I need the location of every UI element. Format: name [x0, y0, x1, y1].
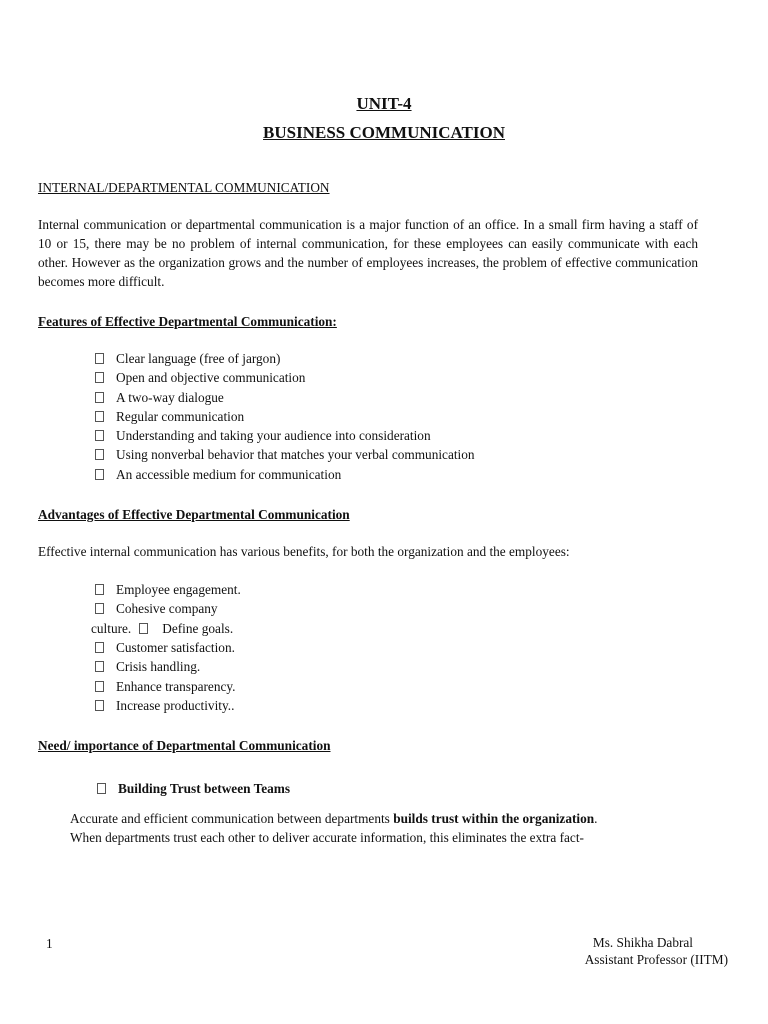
internal-communication-heading: INTERNAL/DEPARTMENTAL COMMUNICATION: [38, 180, 330, 195]
page-number: 1: [46, 936, 53, 951]
internal-communication-paragraph: Internal communication or departmental communication is a major function of an office. In a small firm having a staff of 10 or 15, there may be no problem of internal communication, for these employees can easily communicate with each other. However as the organization grows and the number of employees increases, the problem of effective communication becomes more difficult.: [38, 217, 698, 289]
advantages-intro: Effective internal communication has various benefits, for both the organization and the employees:: [38, 544, 570, 559]
list-item: Using nonverbal behavior that matches your verbal communication: [95, 445, 475, 464]
checkbox-bullet-icon: [97, 783, 106, 794]
checkbox-bullet-icon: [95, 430, 104, 441]
checkbox-bullet-icon: [95, 469, 104, 480]
features-list: [95, 349, 475, 484]
list-item: Define goals.: [162, 621, 234, 636]
building-trust-paragraph: Accurate and efficient communication between departments builds trust within the organization.: [70, 811, 598, 826]
author-name: Ms. Shikha Dabral: [592, 935, 693, 950]
list-item: Employee engagement.: [95, 580, 241, 599]
building-trust-subheading: [97, 779, 290, 798]
list-item: Regular communication: [95, 407, 475, 426]
wrapped-list-line: [91, 619, 233, 638]
emphasis-text: builds trust within the organization: [393, 811, 595, 826]
need-heading: Need/ importance of Departmental Communication: [38, 738, 331, 753]
checkbox-bullet-icon: [95, 392, 104, 403]
checkbox-bullet-icon: [95, 603, 104, 614]
list-item: A two-way dialogue: [95, 388, 475, 407]
list-item: Enhance transparency.: [95, 677, 235, 696]
advantages-list-bottom: [95, 638, 235, 715]
list-item: Increase productivity..: [95, 696, 235, 715]
checkbox-bullet-icon: [95, 449, 104, 460]
building-trust-paragraph-line2: When departments trust each other to deliver accurate information, this eliminates the extra fact-: [70, 830, 584, 845]
list-item: An accessible medium for communication: [95, 465, 475, 484]
list-item: Open and objective communication: [95, 368, 475, 387]
list-item: Crisis handling.: [95, 657, 235, 676]
checkbox-bullet-icon: [139, 623, 148, 634]
unit-title: UNIT-4: [356, 94, 412, 113]
checkbox-bullet-icon: [95, 642, 104, 653]
list-item: Cohesive company: [95, 599, 241, 618]
list-item: Clear language (free of jargon): [95, 349, 475, 368]
checkbox-bullet-icon: [95, 661, 104, 672]
checkbox-bullet-icon: [95, 372, 104, 383]
footer-author: [585, 934, 728, 968]
list-item: Customer satisfaction.: [95, 638, 235, 657]
checkbox-bullet-icon: [95, 353, 104, 364]
advantages-heading: Advantages of Effective Departmental Communication: [38, 507, 350, 522]
subheading-text: Building Trust between Teams: [118, 781, 291, 796]
features-heading: Features of Effective Departmental Communication:: [38, 314, 337, 329]
list-item: Understanding and taking your audience into consideration: [95, 426, 475, 445]
document-title: BUSINESS COMMUNICATION: [263, 123, 505, 142]
checkbox-bullet-icon: [95, 700, 104, 711]
author-role: Assistant Professor (IITM): [584, 952, 728, 967]
checkbox-bullet-icon: [95, 584, 104, 595]
checkbox-bullet-icon: [95, 681, 104, 692]
advantages-list-top: [95, 580, 241, 619]
wrapped-text: culture.: [91, 621, 132, 636]
checkbox-bullet-icon: [95, 411, 104, 422]
